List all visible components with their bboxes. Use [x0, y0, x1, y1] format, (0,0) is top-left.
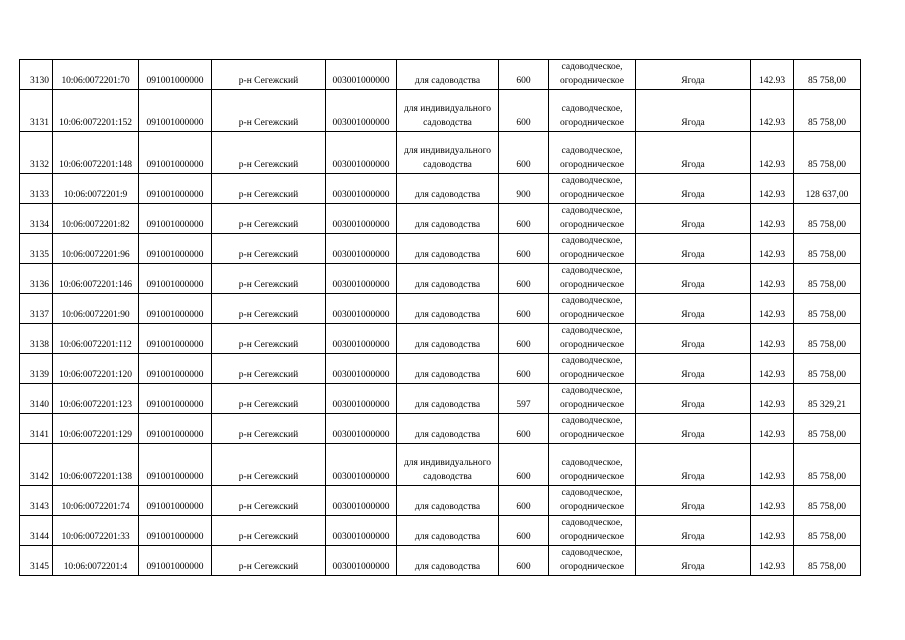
association-name-cell: Ягода [636, 294, 751, 324]
cadastral-value-cell: 128 637,00 [794, 174, 861, 204]
category-cell: садоводческое, огородническое [549, 384, 636, 414]
permitted-use-cell: для садоводства [397, 384, 499, 414]
cadastral-value-cell: 85 758,00 [794, 486, 861, 516]
table-row [20, 294, 861, 324]
cadastral-value-cell: 85 758,00 [794, 132, 861, 174]
area-cell: 600 [499, 60, 549, 90]
code-a-cell: 091001000000 [139, 486, 212, 516]
code-a-cell: 091001000000 [139, 132, 212, 174]
association-name-cell: Ягода [636, 414, 751, 444]
code-a-cell: 091001000000 [139, 234, 212, 264]
permitted-use-cell: для садоводства [397, 414, 499, 444]
row-number-cell: 3134 [20, 204, 53, 234]
row-number-cell: 3142 [20, 444, 53, 486]
category-cell: садоводческое, огородническое [549, 264, 636, 294]
specific-value-cell: 142.93 [751, 414, 794, 444]
association-name-cell: Ягода [636, 354, 751, 384]
permitted-use-cell: для садоводства [397, 294, 499, 324]
cadastral-value-cell: 85 758,00 [794, 90, 861, 132]
row-number-cell: 3136 [20, 264, 53, 294]
category-cell: садоводческое, огородническое [549, 234, 636, 264]
association-name-cell: Ягода [636, 234, 751, 264]
table-row [20, 264, 861, 294]
district-cell: р-н Сегежский [212, 90, 326, 132]
code-a-cell: 091001000000 [139, 516, 212, 546]
district-cell: р-н Сегежский [212, 516, 326, 546]
cadastral-value-cell: 85 758,00 [794, 60, 861, 90]
area-cell: 600 [499, 204, 549, 234]
district-cell: р-н Сегежский [212, 294, 326, 324]
cadastral-value-cell: 85 758,00 [794, 294, 861, 324]
code-b-cell: 003001000000 [326, 414, 397, 444]
table-row [20, 60, 861, 90]
cadastral-number-cell: 10:06:0072201:123 [53, 384, 139, 414]
code-a-cell: 091001000000 [139, 294, 212, 324]
association-name-cell: Ягода [636, 324, 751, 354]
association-name-cell: Ягода [636, 444, 751, 486]
permitted-use-cell: для садоводства [397, 60, 499, 90]
association-name-cell: Ягода [636, 132, 751, 174]
category-cell: садоводческое, огородническое [549, 90, 636, 132]
row-number-cell: 3137 [20, 294, 53, 324]
district-cell: р-н Сегежский [212, 132, 326, 174]
district-cell: р-н Сегежский [212, 354, 326, 384]
specific-value-cell: 142.93 [751, 132, 794, 174]
row-number-cell: 3139 [20, 354, 53, 384]
cadastral-number-cell: 10:06:0072201:152 [53, 90, 139, 132]
specific-value-cell: 142.93 [751, 234, 794, 264]
specific-value-cell: 142.93 [751, 324, 794, 354]
area-cell: 600 [499, 90, 549, 132]
area-cell: 600 [499, 546, 549, 576]
specific-value-cell: 142.93 [751, 60, 794, 90]
area-cell: 600 [499, 414, 549, 444]
code-a-cell: 091001000000 [139, 264, 212, 294]
land-parcel-table [19, 59, 861, 576]
area-cell: 600 [499, 486, 549, 516]
table-row [20, 90, 861, 132]
specific-value-cell: 142.93 [751, 264, 794, 294]
cadastral-number-cell: 10:06:0072201:120 [53, 354, 139, 384]
association-name-cell: Ягода [636, 486, 751, 516]
code-a-cell: 091001000000 [139, 174, 212, 204]
cadastral-value-cell: 85 758,00 [794, 444, 861, 486]
code-b-cell: 003001000000 [326, 384, 397, 414]
district-cell: р-н Сегежский [212, 486, 326, 516]
code-a-cell: 091001000000 [139, 384, 212, 414]
code-a-cell: 091001000000 [139, 204, 212, 234]
category-cell: садоводческое, огородническое [549, 294, 636, 324]
cadastral-number-cell: 10:06:0072201:96 [53, 234, 139, 264]
association-name-cell: Ягода [636, 546, 751, 576]
cadastral-number-cell: 10:06:0072201:9 [53, 174, 139, 204]
district-cell: р-н Сегежский [212, 174, 326, 204]
category-cell: садоводческое, огородническое [549, 132, 636, 174]
row-number-cell: 3144 [20, 516, 53, 546]
table-body [20, 60, 861, 576]
category-cell: садоводческое, огородническое [549, 324, 636, 354]
category-cell: садоводческое, огородническое [549, 546, 636, 576]
area-cell: 600 [499, 354, 549, 384]
cadastral-number-cell: 10:06:0072201:74 [53, 486, 139, 516]
code-b-cell: 003001000000 [326, 132, 397, 174]
permitted-use-cell: для индивидуального садоводства [397, 132, 499, 174]
permitted-use-cell: для садоводства [397, 486, 499, 516]
permitted-use-cell: для садоводства [397, 354, 499, 384]
category-cell: садоводческое, огородническое [549, 174, 636, 204]
code-a-cell: 091001000000 [139, 444, 212, 486]
code-a-cell: 091001000000 [139, 90, 212, 132]
specific-value-cell: 142.93 [751, 444, 794, 486]
row-number-cell: 3143 [20, 486, 53, 516]
row-number-cell: 3135 [20, 234, 53, 264]
specific-value-cell: 142.93 [751, 546, 794, 576]
specific-value-cell: 142.93 [751, 294, 794, 324]
code-a-cell: 091001000000 [139, 354, 212, 384]
row-number-cell: 3131 [20, 90, 53, 132]
district-cell: р-н Сегежский [212, 324, 326, 354]
cadastral-value-cell: 85 758,00 [794, 546, 861, 576]
code-b-cell: 003001000000 [326, 546, 397, 576]
category-cell: садоводческое, огородническое [549, 204, 636, 234]
row-number-cell: 3133 [20, 174, 53, 204]
table-row [20, 444, 861, 486]
cadastral-number-cell: 10:06:0072201:138 [53, 444, 139, 486]
row-number-cell: 3130 [20, 60, 53, 90]
permitted-use-cell: для индивидуального садоводства [397, 90, 499, 132]
row-number-cell: 3145 [20, 546, 53, 576]
table-row [20, 516, 861, 546]
cadastral-number-cell: 10:06:0072201:82 [53, 204, 139, 234]
table-row [20, 204, 861, 234]
row-number-cell: 3140 [20, 384, 53, 414]
table-row [20, 384, 861, 414]
code-b-cell: 003001000000 [326, 174, 397, 204]
code-b-cell: 003001000000 [326, 324, 397, 354]
cadastral-number-cell: 10:06:0072201:4 [53, 546, 139, 576]
table-row [20, 174, 861, 204]
category-cell: садоводческое, огородническое [549, 354, 636, 384]
category-cell: садоводческое, огородническое [549, 486, 636, 516]
table-row [20, 324, 861, 354]
table-row [20, 132, 861, 174]
code-b-cell: 003001000000 [326, 234, 397, 264]
association-name-cell: Ягода [636, 384, 751, 414]
area-cell: 600 [499, 264, 549, 294]
area-cell: 600 [499, 294, 549, 324]
table-row [20, 414, 861, 444]
code-b-cell: 003001000000 [326, 60, 397, 90]
row-number-cell: 3141 [20, 414, 53, 444]
area-cell: 600 [499, 516, 549, 546]
code-b-cell: 003001000000 [326, 354, 397, 384]
category-cell: садоводческое, огородническое [549, 516, 636, 546]
area-cell: 600 [499, 324, 549, 354]
cadastral-value-cell: 85 758,00 [794, 516, 861, 546]
specific-value-cell: 142.93 [751, 486, 794, 516]
category-cell: садоводческое, огородническое [549, 444, 636, 486]
code-b-cell: 003001000000 [326, 444, 397, 486]
permitted-use-cell: для садоводства [397, 234, 499, 264]
cadastral-value-cell: 85 758,00 [794, 264, 861, 294]
association-name-cell: Ягода [636, 174, 751, 204]
cadastral-value-cell: 85 758,00 [794, 204, 861, 234]
table-row [20, 486, 861, 516]
code-b-cell: 003001000000 [326, 90, 397, 132]
permitted-use-cell: для садоводства [397, 204, 499, 234]
code-b-cell: 003001000000 [326, 516, 397, 546]
district-cell: р-н Сегежский [212, 444, 326, 486]
code-b-cell: 003001000000 [326, 204, 397, 234]
land-parcel-table-sheet [19, 59, 861, 576]
cadastral-number-cell: 10:06:0072201:146 [53, 264, 139, 294]
specific-value-cell: 142.93 [751, 204, 794, 234]
specific-value-cell: 142.93 [751, 384, 794, 414]
area-cell: 900 [499, 174, 549, 204]
code-a-cell: 091001000000 [139, 324, 212, 354]
area-cell: 600 [499, 132, 549, 174]
table-row [20, 234, 861, 264]
district-cell: р-н Сегежский [212, 204, 326, 234]
permitted-use-cell: для садоводства [397, 516, 499, 546]
code-a-cell: 091001000000 [139, 546, 212, 576]
cadastral-value-cell: 85 758,00 [794, 414, 861, 444]
association-name-cell: Ягода [636, 60, 751, 90]
cadastral-number-cell: 10:06:0072201:148 [53, 132, 139, 174]
code-b-cell: 003001000000 [326, 294, 397, 324]
row-number-cell: 3138 [20, 324, 53, 354]
permitted-use-cell: для садоводства [397, 264, 499, 294]
category-cell: садоводческое, огородническое [549, 414, 636, 444]
cadastral-number-cell: 10:06:0072201:112 [53, 324, 139, 354]
cadastral-number-cell: 10:06:0072201:33 [53, 516, 139, 546]
cadastral-number-cell: 10:06:0072201:129 [53, 414, 139, 444]
association-name-cell: Ягода [636, 264, 751, 294]
district-cell: р-н Сегежский [212, 384, 326, 414]
district-cell: р-н Сегежский [212, 264, 326, 294]
permitted-use-cell: для садоводства [397, 546, 499, 576]
cadastral-number-cell: 10:06:0072201:70 [53, 60, 139, 90]
association-name-cell: Ягода [636, 90, 751, 132]
code-a-cell: 091001000000 [139, 414, 212, 444]
cadastral-value-cell: 85 758,00 [794, 324, 861, 354]
district-cell: р-н Сегежский [212, 414, 326, 444]
specific-value-cell: 142.93 [751, 354, 794, 384]
district-cell: р-н Сегежский [212, 546, 326, 576]
specific-value-cell: 142.93 [751, 174, 794, 204]
category-cell: садоводческое, огородническое [549, 60, 636, 90]
district-cell: р-н Сегежский [212, 234, 326, 264]
association-name-cell: Ягода [636, 516, 751, 546]
association-name-cell: Ягода [636, 204, 751, 234]
row-number-cell: 3132 [20, 132, 53, 174]
code-a-cell: 091001000000 [139, 60, 212, 90]
cadastral-value-cell: 85 329,21 [794, 384, 861, 414]
code-b-cell: 003001000000 [326, 264, 397, 294]
permitted-use-cell: для садоводства [397, 324, 499, 354]
cadastral-number-cell: 10:06:0072201:90 [53, 294, 139, 324]
cadastral-value-cell: 85 758,00 [794, 354, 861, 384]
cadastral-value-cell: 85 758,00 [794, 234, 861, 264]
permitted-use-cell: для садоводства [397, 174, 499, 204]
specific-value-cell: 142.93 [751, 516, 794, 546]
permitted-use-cell: для индивидуального садоводства [397, 444, 499, 486]
area-cell: 597 [499, 384, 549, 414]
district-cell: р-н Сегежский [212, 60, 326, 90]
area-cell: 600 [499, 444, 549, 486]
area-cell: 600 [499, 234, 549, 264]
table-row [20, 354, 861, 384]
code-b-cell: 003001000000 [326, 486, 397, 516]
table-row [20, 546, 861, 576]
specific-value-cell: 142.93 [751, 90, 794, 132]
